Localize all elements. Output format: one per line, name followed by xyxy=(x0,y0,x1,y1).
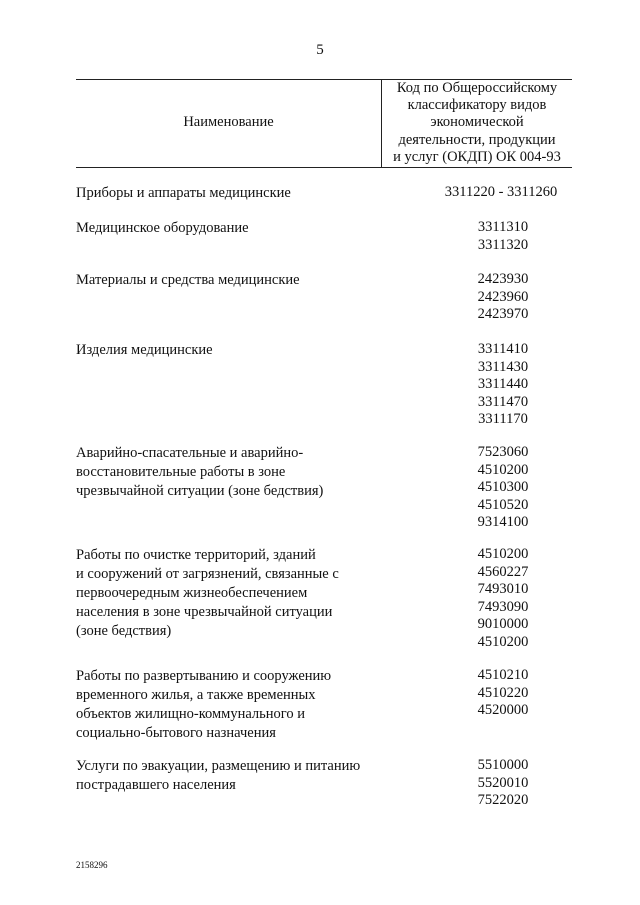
row-name xyxy=(76,271,396,290)
page-number: 5 xyxy=(316,42,324,58)
row-code: 3311440 xyxy=(477,376,529,393)
row-name xyxy=(76,757,396,795)
row-code: 3311310 xyxy=(477,219,529,235)
row-code: 2423970 xyxy=(477,306,529,323)
row-name xyxy=(76,184,396,203)
row-name xyxy=(76,219,396,238)
row-name-line: Работы по развертыванию и сооружению xyxy=(76,668,332,684)
row-code: 5510000 xyxy=(477,757,529,773)
row-code: 7522020 xyxy=(477,792,529,809)
row-name xyxy=(76,667,396,743)
row-name-line: первоочередным жизнеобеспечением xyxy=(76,585,308,601)
row-code: 4510300 xyxy=(477,479,529,496)
row-code: 3311410 xyxy=(477,341,529,357)
code-header-line: деятельности, продукции xyxy=(398,131,556,148)
row-code: 4510200 xyxy=(477,633,529,650)
row-name-line: Материалы и средства медицинские xyxy=(76,272,300,288)
row-code: 9010000 xyxy=(477,616,529,633)
row-name xyxy=(76,444,396,501)
row-code: 2423930 xyxy=(477,271,529,287)
row-code: 3311320 xyxy=(477,236,529,253)
row-name-line: пострадавшего населения xyxy=(76,777,236,793)
row-codes xyxy=(450,341,556,429)
row-code: 4510210 xyxy=(477,667,529,683)
row-name-line: населения в зоне чрезвычайной ситуации xyxy=(76,604,333,620)
row-name-line: чрезвычайной ситуации (зоне бедствия) xyxy=(76,483,324,499)
code-header-line: Код по Общероссийскому xyxy=(396,80,558,96)
row-codes xyxy=(436,184,566,202)
column-header-code xyxy=(383,80,571,166)
row-name-line: объектов жилищно-коммунального и xyxy=(76,706,305,722)
row-name-line: временного жилья, а также временных xyxy=(76,687,316,703)
header-column-divider xyxy=(381,79,382,167)
row-codes xyxy=(450,546,556,652)
row-code: 3311430 xyxy=(477,358,529,375)
row-code: 4510220 xyxy=(477,684,529,701)
row-code: 5520010 xyxy=(477,774,529,791)
code-header-line: классификатору видов xyxy=(407,97,547,114)
row-name-line: Медицинское оборудование xyxy=(76,220,249,236)
row-code: 3311220 - 3311260 xyxy=(444,184,558,200)
document-id: 2158296 xyxy=(76,860,108,870)
row-codes xyxy=(450,757,556,810)
row-code: 3311470 xyxy=(477,393,529,410)
row-name-line: (зоне бедствия) xyxy=(76,623,172,639)
row-name-line: восстановительные работы в зоне xyxy=(76,464,286,480)
row-code: 4520000 xyxy=(477,702,529,719)
row-codes xyxy=(450,219,556,254)
row-code: 4510520 xyxy=(477,496,529,513)
row-name-line: Изделия медицинские xyxy=(76,342,213,358)
code-header-line: экономической xyxy=(430,114,524,131)
row-name-line: социально-бытового назначения xyxy=(76,725,276,741)
row-codes xyxy=(450,667,556,720)
row-name-line: Приборы и аппараты медицинские xyxy=(76,185,291,201)
row-code: 9314100 xyxy=(477,514,529,531)
row-code: 3311170 xyxy=(478,411,528,428)
row-code: 7493010 xyxy=(477,581,529,598)
row-name-line: Услуги по эвакуации, размещению и питанию xyxy=(76,758,361,774)
header-bottom-rule xyxy=(76,167,572,168)
row-name-line: и сооружений от загрязнений, связанные с xyxy=(76,566,339,582)
row-code: 4510200 xyxy=(477,461,529,478)
row-code: 7523060 xyxy=(477,444,529,460)
row-code: 7493090 xyxy=(477,598,529,615)
row-codes xyxy=(450,444,556,532)
code-header-line: и услуг (ОКДП) ОК 004-93 xyxy=(393,148,561,165)
row-code: 4560227 xyxy=(477,563,529,580)
row-name-line: Работы по очистке территорий, зданий xyxy=(76,547,316,563)
row-name xyxy=(76,341,396,360)
row-name xyxy=(76,546,396,641)
row-code: 4510200 xyxy=(477,546,529,562)
column-header-name: Наименование xyxy=(183,114,274,130)
row-name-line: Аварийно-спасательные и аварийно- xyxy=(76,445,304,461)
row-codes xyxy=(450,271,556,324)
row-code: 2423960 xyxy=(477,288,529,305)
